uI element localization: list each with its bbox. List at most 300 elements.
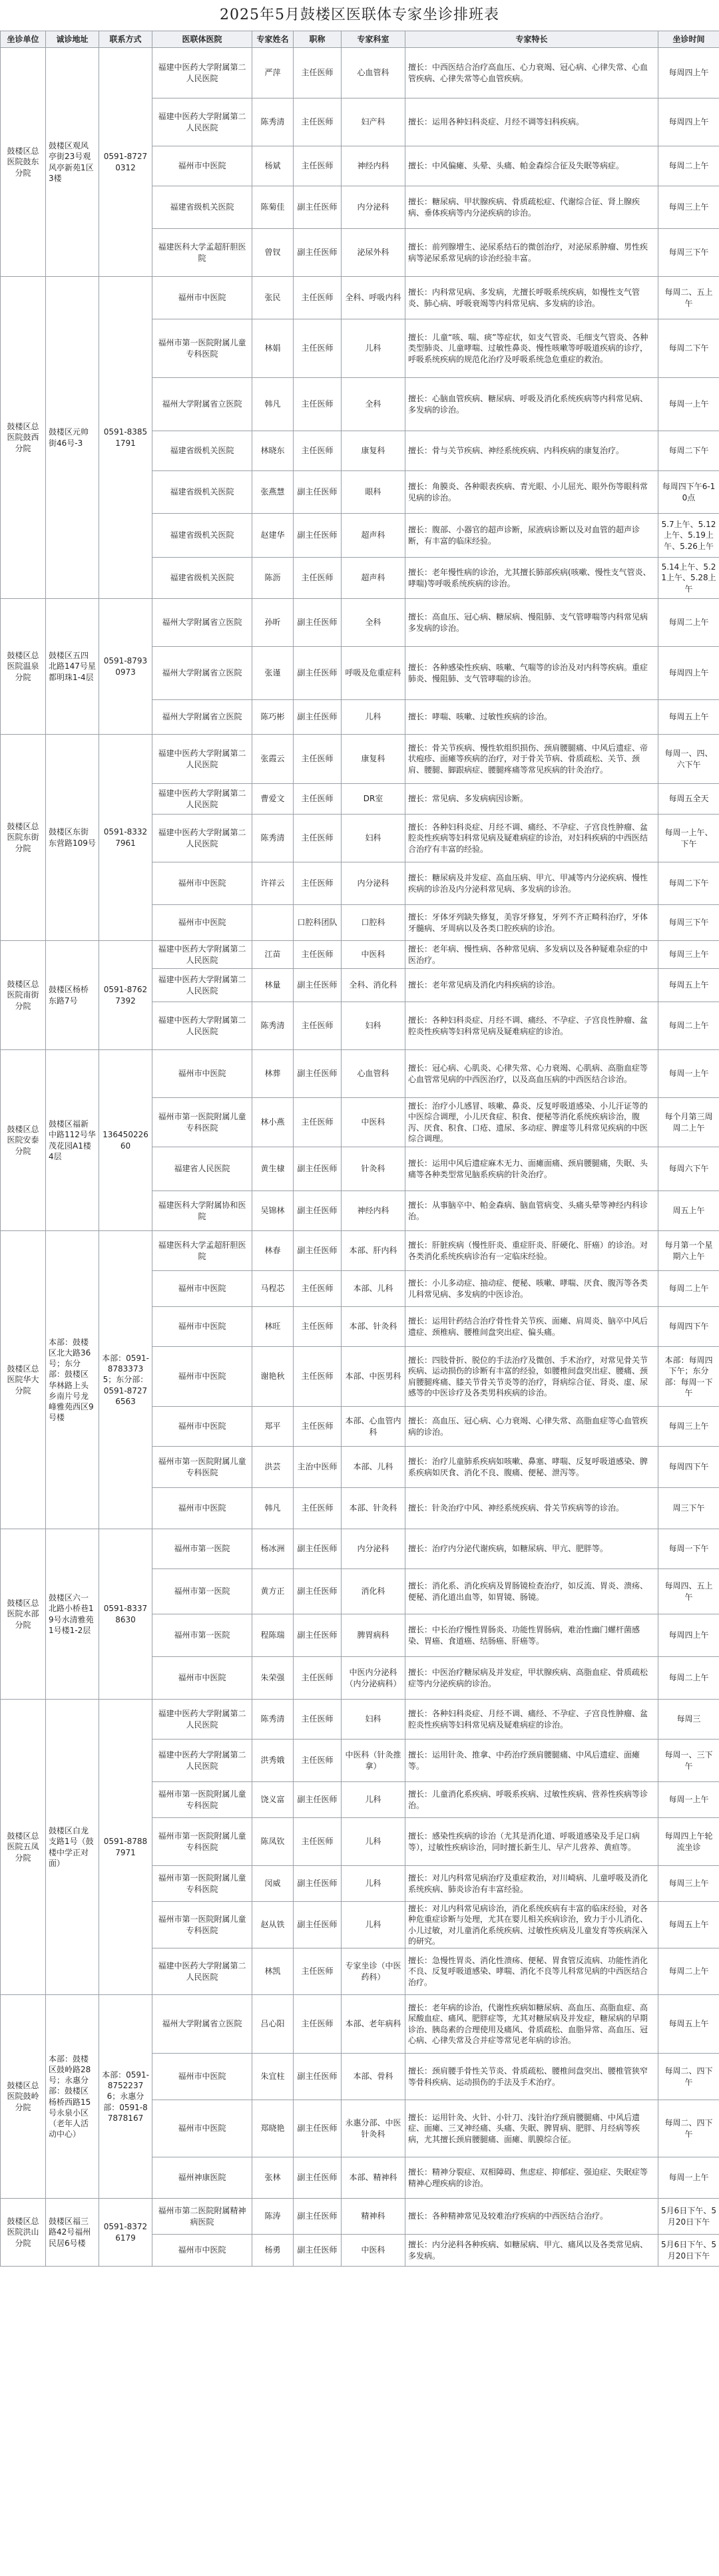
header-row bbox=[1, 31, 719, 48]
time-cell: 5.7上午、5.12上午、5.19上午、5.26上午 bbox=[658, 514, 719, 558]
table-row bbox=[1, 277, 719, 319]
specialty-cell: 擅长：老年常见病及消化内科疾病的诊治。 bbox=[405, 969, 658, 1002]
header-address: 诚诊地址 bbox=[46, 31, 99, 48]
title-cell: 主任医师 bbox=[294, 1818, 342, 1866]
expert-cell: 陈秀清 bbox=[252, 1700, 294, 1740]
phone-cell: 13645022660 bbox=[99, 1050, 152, 1231]
unit-name-cell: 鼓楼区总医院水部分院 bbox=[1, 1529, 46, 1700]
header-unit: 坐诊单位 bbox=[1, 31, 46, 48]
time-cell: 每周二上午 bbox=[658, 146, 719, 186]
title-cell: 主任医师 bbox=[294, 735, 342, 784]
specialty-cell: 擅长：精神分裂症、双相障碍、焦虑症、抑郁症、强迫症、失眠症等精神心理疾病的诊治。 bbox=[405, 2157, 658, 2199]
header-hospital: 医联体医院 bbox=[152, 31, 252, 48]
hospital-cell: 福州市第二医院附属精神病医院 bbox=[152, 2199, 252, 2235]
address-cell: 鼓楼区元帅街46号-3 bbox=[46, 277, 99, 599]
time-cell: 每周二下午 bbox=[658, 431, 719, 471]
page-title: 2025年5月鼓楼区医联体专家坐诊排班表 bbox=[220, 7, 499, 23]
hospital-cell: 福州市中医院 bbox=[152, 1271, 252, 1307]
dept-cell: 超声科 bbox=[342, 514, 405, 558]
specialty-cell: 擅长：儿童消化系疾病、呼吸系疾病、过敏性疾病、营养性疾病等诊治。 bbox=[405, 1782, 658, 1818]
time-cell: 每周一上午 bbox=[658, 1782, 719, 1818]
phone-cell: 本部：0591-87522376；永惠分部：0591-87878167 bbox=[99, 1995, 152, 2199]
table-row bbox=[1, 48, 719, 98]
unit-name-cell: 鼓楼区总医院华大分院 bbox=[1, 1231, 46, 1529]
specialty-cell: 擅长：老年病、慢性病、各种常见病、多发病以及各种疑难杂症的中医治疗。 bbox=[405, 941, 658, 969]
title-cell: 主任医师 bbox=[294, 941, 342, 969]
time-cell: 每周一上午、下午 bbox=[658, 815, 719, 862]
specialty-cell: 擅长：中长治疗慢性胃肠炎、功能性胃肠病，难治性幽门螺杆菌感染、胃癌、食道癌、结肠癌、肝癌等。 bbox=[405, 1614, 658, 1657]
dept-cell: 中医科（针灸推拿） bbox=[342, 1740, 405, 1782]
dept-cell: 本部、心血管内科 bbox=[342, 1407, 405, 1447]
expert-cell: 朱宜柱 bbox=[252, 2054, 294, 2100]
address-cell: 本部：鼓楼区北大路36号；东分部：鼓楼区华林路上头乡南片号龙峰雅苑西区9号楼 bbox=[46, 1231, 99, 1529]
dept-cell: 儿科 bbox=[342, 319, 405, 378]
expert-cell: 林葬 bbox=[252, 1050, 294, 1098]
specialty-cell: 擅长：治疗内分泌代谢疾病，如糖尿病、甲亢、肥胖等。 bbox=[405, 1529, 658, 1569]
title-cell: 副主任医师 bbox=[294, 1050, 342, 1098]
title-cell: 主任医师 bbox=[294, 1488, 342, 1529]
expert-cell: 程陈瑞 bbox=[252, 1614, 294, 1657]
table-row bbox=[1, 735, 719, 784]
header-time: 坐诊时间 bbox=[658, 31, 719, 48]
specialty-cell: 擅长：中风偏瘫、头晕、头痛、帕金森综合征及失眠等病症。 bbox=[405, 146, 658, 186]
title-cell: 副主任医师 bbox=[294, 1191, 342, 1231]
dept-cell: 心血管科 bbox=[342, 1050, 405, 1098]
specialty-cell: 擅长：针灸治疗中风、神经系统疾病、骨关节疾病等的诊治。 bbox=[405, 1488, 658, 1529]
time-cell: 每周四下午6-10点 bbox=[658, 471, 719, 514]
dept-cell: 内分泌科 bbox=[342, 862, 405, 905]
address-cell: 鼓楼区六一北路小桥巷19号水清雅苑1号楼1-2层 bbox=[46, 1529, 99, 1700]
title-cell: 主任医师 bbox=[294, 862, 342, 905]
unit-name-cell: 鼓楼区总医院鼓东分院 bbox=[1, 48, 46, 277]
specialty-cell: 擅长：高血压、冠心病、糖尿病、慢阻肺、支气管哮喘等内科常见病多发病的诊治。 bbox=[405, 599, 658, 647]
hospital-cell: 福建省级机关医院 bbox=[152, 471, 252, 514]
dept-cell: 超声科 bbox=[342, 558, 405, 599]
dept-cell: 本部、肝内科 bbox=[342, 1231, 405, 1271]
title-cell: 副主任医师 bbox=[294, 969, 342, 1002]
dept-cell: 中医科 bbox=[342, 1098, 405, 1147]
time-cell: 每周三 bbox=[658, 1700, 719, 1740]
time-cell: 5月6日下午、5月20日下午 bbox=[658, 2199, 719, 2235]
title-cell: 主任医师 bbox=[294, 815, 342, 862]
dept-cell: 眼科 bbox=[342, 471, 405, 514]
time-cell: 每周一上午 bbox=[658, 2157, 719, 2199]
title-cell: 副主任医师 bbox=[294, 2054, 342, 2100]
hospital-cell: 福州市第一医院附属儿童专科医院 bbox=[152, 1447, 252, 1488]
hospital-cell: 福州大学附属省立医院 bbox=[152, 599, 252, 647]
title-cell: 副主任医师 bbox=[294, 229, 342, 277]
dept-cell: 神经内科 bbox=[342, 1191, 405, 1231]
expert-cell: 黄生棣 bbox=[252, 1147, 294, 1191]
specialty-cell: 擅长：冠心病、心肌炎、心律失常、心力衰竭、心肌病、高脂血症等心血管常见病的中西医治疗，以及高血压病的中西医结合诊治。 bbox=[405, 1050, 658, 1098]
hospital-cell: 福建中医药大学附属第二人民医院 bbox=[152, 969, 252, 1002]
specialty-cell: 擅长：治疗小儿感冒、咳嗽、鼻炎、反复呼吸道感染、小儿汗证等的中医综合调理，小儿厌食症、积食、便秘等消化系统疾病诊治，腹泻、厌食、积食、口疮、遗尿、多动症、脾虚等儿科常见疾病的中医综合调理。 bbox=[405, 1098, 658, 1147]
hospital-cell: 福建中医药大学附属第二人民医院 bbox=[152, 1002, 252, 1050]
time-cell: 每周二上午 bbox=[658, 1002, 719, 1050]
hospital-cell: 福建中医药大学附属第二人民医院 bbox=[152, 784, 252, 815]
phone-cell: 0591-87627392 bbox=[99, 941, 152, 1050]
specialty-cell: 擅长：运用针灸、火针、小针刀、浅针治疗颈肩腰腿痛、中风后遗症、面瘫、三叉神经痛、头痛、失眠、脾胃病、肥胖、月经病等疾病，尤其擅长颈肩腰腿痛、面瘫、肌膜综合征。 bbox=[405, 2100, 658, 2157]
specialty-cell: 擅长：四肢骨折、脱位的手法治疗及微创、手术治疗，对常见骨关节疾病、运动损伤的诊断有丰富的经验，如腰椎间盘突出症、腰痛、颈肩腰腿疼痛、膝关节骨关节炎等的治疗，肾病综合征、肾炎、虚、尿感等的中医诊疗及各类男科疾病的诊治。 bbox=[405, 1347, 658, 1407]
title-cell: 主任医师 bbox=[294, 1657, 342, 1700]
expert-cell: 林凯 bbox=[252, 1948, 294, 1995]
specialty-cell: 擅长：对儿内科常见病治疗及重症救治，对川崎病、儿童呼吸及消化系统疾病、肺炎诊治有丰富经验。 bbox=[405, 1866, 658, 1902]
dept-cell: 儿科 bbox=[342, 700, 405, 735]
hospital-cell: 福州市中医院 bbox=[152, 862, 252, 905]
time-cell: 每周三上午 bbox=[658, 1407, 719, 1447]
title-cell: 副主任医师 bbox=[294, 1782, 342, 1818]
specialty-cell: 擅长：各种感染性疾病、咳嗽、气喘等的诊治及对内科等疾病。重症肺炎、慢阻肺、支气管哮喘的诊治。 bbox=[405, 647, 658, 700]
hospital-cell: 福建省级机关医院 bbox=[152, 514, 252, 558]
specialty-cell: 擅长：各种妇科炎症、月经不调、痛经、不孕症、子宫良性肿瘤、盆腔炎性疾病等妇科常见病及疑难病症的诊治。 bbox=[405, 1002, 658, 1050]
time-cell: 每周一、三下午 bbox=[658, 1740, 719, 1782]
title-cell: 副主任医师 bbox=[294, 186, 342, 229]
expert-cell: 陈秀清 bbox=[252, 98, 294, 146]
time-cell: 每周四上午 bbox=[658, 48, 719, 98]
expert-cell: 谢艳秋 bbox=[252, 1347, 294, 1407]
expert-cell: 郑平 bbox=[252, 1407, 294, 1447]
table-row bbox=[1, 1529, 719, 1569]
time-cell: 周五上午 bbox=[658, 1191, 719, 1231]
title-cell: 副主任医师 bbox=[294, 599, 342, 647]
header-title: 职称 bbox=[294, 31, 342, 48]
time-cell: 每周四、五上午 bbox=[658, 1569, 719, 1614]
unit-name-cell: 鼓楼区总医院南街分院 bbox=[1, 941, 46, 1050]
schedule-body bbox=[1, 48, 719, 2267]
specialty-cell: 擅长：老年病的诊治，代谢性疾病如糖尿病、高血压、高脂血症、高尿酸血症、痛风、肥胖症等，尤其对糖尿病及并发症，糖尿病的早期诊治、胰岛素的合理使用及痛风、骨质疏松、血脂异常、高血压、冠心病、心律失常及合并症等常见老年病的诊治。 bbox=[405, 1995, 658, 2054]
time-cell: 每周二上午 bbox=[658, 599, 719, 647]
hospital-cell: 福州市中医院 bbox=[152, 905, 252, 941]
dept-cell: 本部、老年病科 bbox=[342, 1995, 405, 2054]
time-cell: 每周四上午 bbox=[658, 98, 719, 146]
hospital-cell: 福州大学附属省立医院 bbox=[152, 700, 252, 735]
dept-cell: 心血管科 bbox=[342, 48, 405, 98]
phone-cell: 本部：0591-87833735；东分部：0591-87276563 bbox=[99, 1231, 152, 1529]
dept-cell: DR室 bbox=[342, 784, 405, 815]
dept-cell: 全科、消化科 bbox=[342, 969, 405, 1002]
hospital-cell: 福州市第一医院附属儿童专科医院 bbox=[152, 1818, 252, 1866]
expert-cell: 陈巧彬 bbox=[252, 700, 294, 735]
title-cell: 主任医师 bbox=[294, 98, 342, 146]
specialty-cell: 擅长：运用针药结合治疗骨性骨关节疾、面瘫、肩周炎、脑卒中风后遗症、颈椎病、腰椎间盘突出症、偏头痛。 bbox=[405, 1307, 658, 1347]
dept-cell: 本部、针灸科 bbox=[342, 1488, 405, 1529]
schedule-table bbox=[0, 31, 719, 2267]
title-cell: 主任医师 bbox=[294, 431, 342, 471]
expert-cell: 杨斌 bbox=[252, 146, 294, 186]
hospital-cell: 福建中医药大学附属第二人民医院 bbox=[152, 1740, 252, 1782]
expert-cell bbox=[252, 905, 294, 941]
dept-cell: 呼吸及危重症科 bbox=[342, 647, 405, 700]
title-cell: 主任医师 bbox=[294, 1271, 342, 1307]
table-row bbox=[1, 1050, 719, 1098]
dept-cell: 消化科 bbox=[342, 1569, 405, 1614]
dept-cell: 本部、精神科 bbox=[342, 2157, 405, 2199]
time-cell: 每周五上午 bbox=[658, 700, 719, 735]
time-cell: 每周五上午 bbox=[658, 1902, 719, 1948]
hospital-cell: 福建省级机关医院 bbox=[152, 186, 252, 229]
title-cell: 副主任医师 bbox=[294, 1614, 342, 1657]
address-cell: 鼓楼区观风亭街23号观风亭新苑1区3楼 bbox=[46, 48, 99, 277]
expert-cell: 马程芯 bbox=[252, 1271, 294, 1307]
specialty-cell: 擅长：运用中风后遗症麻木无力、面瘫面痛、颈肩腰腿痛，失眠、头痛等各种类型常见脑系疾病的针灸治疗。 bbox=[405, 1147, 658, 1191]
time-cell: 5月6日下午、5月20日下午 bbox=[658, 2235, 719, 2267]
hospital-cell: 福建中医药大学附属第二人民医院 bbox=[152, 98, 252, 146]
hospital-cell: 福州市第一医院附属儿童专科医院 bbox=[152, 1902, 252, 1948]
table-row bbox=[1, 2199, 719, 2235]
expert-cell: 张谨 bbox=[252, 647, 294, 700]
specialty-cell: 擅长：内科常见病、多发病，尤擅长呼吸系统疾病，如慢性支气管炎、肺心病、呼吸衰竭等内科常见病、多发病的诊治。 bbox=[405, 277, 658, 319]
hospital-cell: 福州市中医院 bbox=[152, 2054, 252, 2100]
time-cell: 每周四上午轮流坐诊 bbox=[658, 1818, 719, 1866]
dept-cell: 泌尿外科 bbox=[342, 229, 405, 277]
header-expert: 专家姓名 bbox=[252, 31, 294, 48]
expert-cell: 郑晓艳 bbox=[252, 2100, 294, 2157]
dept-cell: 儿科 bbox=[342, 1782, 405, 1818]
time-cell: 每周六下午 bbox=[658, 1147, 719, 1191]
title-cell: 主任医师 bbox=[294, 1002, 342, 1050]
specialty-cell: 擅长：对儿内科常见病诊治，消化系统疾病有丰富的临床经验，对各种危重症诊断与处理，尤其在婴儿相关疾病诊治，致力于小儿消化、小儿过敏，对儿童消化系统疾病、过敏性疾病及儿童发育等疾病深入的研究。 bbox=[405, 1902, 658, 1948]
dept-cell: 脾胃病科 bbox=[342, 1614, 405, 1657]
hospital-cell: 福建省级机关医院 bbox=[152, 431, 252, 471]
hospital-cell: 福州市中医院 bbox=[152, 2100, 252, 2157]
expert-cell: 林小燕 bbox=[252, 1098, 294, 1147]
expert-cell: 陈菊佳 bbox=[252, 186, 294, 229]
specialty-cell: 擅长：腹部、小器官的超声诊断，尿液病诊断以及对血管的超声诊断，有丰富的临床经验。 bbox=[405, 514, 658, 558]
time-cell: 每周三上午 bbox=[658, 1866, 719, 1902]
time-cell: 每周二、四下午 bbox=[658, 2100, 719, 2157]
hospital-cell: 福州市中医院 bbox=[152, 1407, 252, 1447]
dept-cell: 内分泌科 bbox=[342, 1529, 405, 1569]
specialty-cell: 擅长：颈肩腰手骨性关节炎、骨质疏松、腰椎间盘突出、腰椎管狭窄等骨科疾病、运动损伤的手法及手术治疗。 bbox=[405, 2054, 658, 2100]
title-cell: 主治中医师 bbox=[294, 1447, 342, 1488]
specialty-cell: 擅长：常见病、多发病病因诊断。 bbox=[405, 784, 658, 815]
expert-cell: 洪芸 bbox=[252, 1447, 294, 1488]
expert-cell: 许祥云 bbox=[252, 862, 294, 905]
title-cell: 副主任医师 bbox=[294, 1147, 342, 1191]
title-cell: 副主任医师 bbox=[294, 1902, 342, 1948]
dept-cell: 本部、儿科 bbox=[342, 1271, 405, 1307]
expert-cell: 闵威 bbox=[252, 1866, 294, 1902]
hospital-cell: 福州市中医院 bbox=[152, 1657, 252, 1700]
specialty-cell: 擅长：中医治疗糖尿病及并发症，甲状腺疾病、高脂血症、骨质疏松症等内分泌疾病的诊治。 bbox=[405, 1657, 658, 1700]
expert-cell: 曹爱文 bbox=[252, 784, 294, 815]
dept-cell: 儿科 bbox=[342, 1902, 405, 1948]
dept-cell: 精神科 bbox=[342, 2199, 405, 2235]
address-cell: 本部：鼓楼区鼓岭路28号；永惠分部：鼓楼区杨桥西路15号永泉小区（老年人活动中心） bbox=[46, 1995, 99, 2199]
table-row bbox=[1, 1995, 719, 2054]
expert-cell: 林晓东 bbox=[252, 431, 294, 471]
title-cell: 副主任医师 bbox=[294, 1569, 342, 1614]
title-cell: 副主任医师 bbox=[294, 1231, 342, 1271]
hospital-cell: 福州神康医院 bbox=[152, 2157, 252, 2199]
expert-cell: 韩凡 bbox=[252, 1488, 294, 1529]
phone-cell: 0591-83851791 bbox=[99, 277, 152, 599]
hospital-cell: 福建省级机关医院 bbox=[152, 558, 252, 599]
expert-cell: 张民 bbox=[252, 277, 294, 319]
dept-cell: 本部、骨科 bbox=[342, 2054, 405, 2100]
expert-cell: 杨冰洲 bbox=[252, 1529, 294, 1569]
time-cell: 每周四下午 bbox=[658, 1307, 719, 1347]
title-cell: 主任医师 bbox=[294, 558, 342, 599]
specialty-cell: 擅长：前列腺增生、泌尿系结石的微创治疗，对泌尿系肿瘤、男性疾病等泌尿系常见病的诊治经验丰富。 bbox=[405, 229, 658, 277]
specialty-cell: 擅长：糖尿病、甲状腺疾病、骨质疏松症、代谢综合征、肾上腺疾病、垂体疾病等内分泌疾病的诊治。 bbox=[405, 186, 658, 229]
title-cell: 主任医师 bbox=[294, 1948, 342, 1995]
hospital-cell: 福建省人民医院 bbox=[152, 1147, 252, 1191]
specialty-cell: 擅长：糖尿病及并发症、高血压病、甲亢、甲减等内分泌疾病、慢性疾病的诊治及内分泌科常见病、多发病的诊治。 bbox=[405, 862, 658, 905]
dept-cell: 本部、儿科 bbox=[342, 1447, 405, 1488]
time-cell: 本部：每周四下午；东分部：每周一下午 bbox=[658, 1347, 719, 1407]
specialty-cell: 擅长：各种妇科炎症、月经不调、痛经、不孕症、子宫良性肿瘤、盆腔炎性疾病等妇科常见病及疑难病症的诊治。 bbox=[405, 1700, 658, 1740]
unit-name-cell: 鼓楼区总医院温泉分院 bbox=[1, 599, 46, 735]
dept-cell: 内分泌科 bbox=[342, 186, 405, 229]
time-cell: 每周二、五上午 bbox=[658, 277, 719, 319]
specialty-cell: 擅长：从事脑卒中、帕金森病、脑血管病变、头痛头晕等神经内科诊治。 bbox=[405, 1191, 658, 1231]
title-cell: 副主任医师 bbox=[294, 647, 342, 700]
unit-name-cell: 鼓楼区总医院东街分院 bbox=[1, 735, 46, 941]
title-cell: 主任医师 bbox=[294, 1098, 342, 1147]
specialty-cell: 擅长：中西医结合治疗高血压、心力衰竭、冠心病、心律失常、心血管疾病、心律失常等心血管疾病。 bbox=[405, 48, 658, 98]
title-cell: 口腔科团队 bbox=[294, 905, 342, 941]
time-cell: 每周五上午 bbox=[658, 1995, 719, 2054]
hospital-cell: 福建医科大学孟超肝胆医院 bbox=[152, 229, 252, 277]
hospital-cell: 福建医科大学附属协和医院 bbox=[152, 1191, 252, 1231]
title-cell: 主任医师 bbox=[294, 146, 342, 186]
dept-cell: 康复科 bbox=[342, 735, 405, 784]
time-cell: 每周一下午 bbox=[658, 1529, 719, 1569]
specialty-cell: 擅长：哮喘、咳嗽、过敏性疾病的诊治。 bbox=[405, 700, 658, 735]
dept-cell: 妇科 bbox=[342, 1002, 405, 1050]
specialty-cell: 擅长：内分泌科各种疾病、如糖尿病、甲亢、痛风以及各类常见病、多发病。 bbox=[405, 2235, 658, 2267]
unit-name-cell: 鼓楼区总医院洪山分院 bbox=[1, 2199, 46, 2267]
specialty-cell: 擅长：骨与关节疾病、神经系统疾病、内科疾病的康复治疗。 bbox=[405, 431, 658, 471]
title-cell: 主任医师 bbox=[294, 1307, 342, 1347]
title-cell: 副主任医师 bbox=[294, 2235, 342, 2267]
hospital-cell: 福州市第一医院附属儿童专科医院 bbox=[152, 319, 252, 378]
hospital-cell: 福建中医药大学附属第二人民医院 bbox=[152, 941, 252, 969]
time-cell: 每周二上午 bbox=[658, 1657, 719, 1700]
expert-cell: 吕心阳 bbox=[252, 1995, 294, 2054]
time-cell: 每周三上午 bbox=[658, 941, 719, 969]
table-row bbox=[1, 941, 719, 969]
title-cell: 主任医师 bbox=[294, 1995, 342, 2054]
time-cell: 每周一、四、六下午 bbox=[658, 735, 719, 784]
dept-cell: 永惠分部、中医针灸科 bbox=[342, 2100, 405, 2157]
address-cell: 鼓楼区白龙支路1号（鼓楼中学正对面） bbox=[46, 1700, 99, 1995]
hospital-cell: 福州市第一医院 bbox=[152, 1614, 252, 1657]
hospital-cell: 福州市中医院 bbox=[152, 2235, 252, 2267]
title-cell: 主任医师 bbox=[294, 1700, 342, 1740]
dept-cell: 神经内科 bbox=[342, 146, 405, 186]
title-cell: 副主任医师 bbox=[294, 2100, 342, 2157]
expert-cell: 吴锦林 bbox=[252, 1191, 294, 1231]
phone-cell: 0591-83378630 bbox=[99, 1529, 152, 1700]
dept-cell: 中医内分泌科（内分泌病科） bbox=[342, 1657, 405, 1700]
hospital-cell: 福州市中医院 bbox=[152, 1347, 252, 1407]
expert-cell: 陈涛 bbox=[252, 2199, 294, 2235]
expert-cell: 洪秀娥 bbox=[252, 1740, 294, 1782]
dept-cell: 本部、中医男科 bbox=[342, 1347, 405, 1407]
expert-cell: 严萍 bbox=[252, 48, 294, 98]
expert-cell: 林量 bbox=[252, 969, 294, 1002]
dept-cell: 全科 bbox=[342, 378, 405, 431]
address-cell: 鼓楼区东街东营路109号 bbox=[46, 735, 99, 941]
expert-cell: 韩凡 bbox=[252, 378, 294, 431]
expert-cell: 朱荣强 bbox=[252, 1657, 294, 1700]
specialty-cell: 擅长：急慢性胃炎、消化性溃疡、便秘、胃食管反流病、功能性消化不良、反复呼吸道感染、哮喘、消化不良等儿科常见病的中西医结合治疗。 bbox=[405, 1948, 658, 1995]
expert-cell: 杨勇 bbox=[252, 2235, 294, 2267]
expert-cell: 曾钗 bbox=[252, 229, 294, 277]
table-row bbox=[1, 599, 719, 647]
time-cell: 每周三下午 bbox=[658, 229, 719, 277]
expert-cell: 陈凤钦 bbox=[252, 1818, 294, 1866]
hospital-cell: 福州市第一医院附属儿童专科医院 bbox=[152, 1098, 252, 1147]
title-cell: 主任医师 bbox=[294, 784, 342, 815]
title-cell: 副主任医师 bbox=[294, 514, 342, 558]
specialty-cell: 擅长：肝脏疾病（慢性肝炎、重症肝炎、肝硬化、肝癌）的诊治。对各类消化系统疾病诊治有一定临床经验。 bbox=[405, 1231, 658, 1271]
header-specialty: 专家特长 bbox=[405, 31, 658, 48]
time-cell: 每周五上午 bbox=[658, 969, 719, 1002]
expert-cell: 黄方正 bbox=[252, 1569, 294, 1614]
hospital-cell: 福州市中医院 bbox=[152, 1307, 252, 1347]
dept-cell: 口腔科 bbox=[342, 905, 405, 941]
unit-name-cell: 鼓楼区总医院鼓岭分院 bbox=[1, 1995, 46, 2199]
dept-cell: 妇科 bbox=[342, 815, 405, 862]
dept-cell: 全科 bbox=[342, 599, 405, 647]
specialty-cell: 擅长：儿童“咳、喘、痰”等症状，如支气管炎、毛细支气管炎、各种类型肺炎、儿童哮喘、过敏性鼻炎、慢性咳嗽等呼吸道疾病的诊疗，呼吸系统疾病的规范化治疗及呼吸系统急危重症的救治。 bbox=[405, 319, 658, 378]
time-cell: 每周五全天 bbox=[658, 784, 719, 815]
dept-cell: 妇科 bbox=[342, 1700, 405, 1740]
title-cell: 副主任医师 bbox=[294, 2157, 342, 2199]
time-cell: 每周二下午 bbox=[658, 862, 719, 905]
expert-cell: 林娟 bbox=[252, 319, 294, 378]
title-cell: 主任医师 bbox=[294, 48, 342, 98]
expert-cell: 张燕慧 bbox=[252, 471, 294, 514]
title-cell: 副主任医师 bbox=[294, 2199, 342, 2235]
time-cell: 5.14上午、5.21上午、5.28上午 bbox=[658, 558, 719, 599]
time-cell: 每周二上午 bbox=[658, 1271, 719, 1307]
time-cell: 每周四下午 bbox=[658, 1447, 719, 1488]
dept-cell: 中医科 bbox=[342, 941, 405, 969]
hospital-cell: 福州市中医院 bbox=[152, 277, 252, 319]
hospital-cell: 福建中医药大学附属第二人民医院 bbox=[152, 1700, 252, 1740]
expert-cell: 陈秀清 bbox=[252, 815, 294, 862]
time-cell: 每周二、四下午 bbox=[658, 2054, 719, 2100]
phone-cell: 0591-87270312 bbox=[99, 48, 152, 277]
expert-cell: 张林 bbox=[252, 2157, 294, 2199]
title-cell: 主任医师 bbox=[294, 277, 342, 319]
hospital-cell: 福州市中医院 bbox=[152, 1050, 252, 1098]
unit-name-cell: 鼓楼区总医院五凤分院 bbox=[1, 1700, 46, 1995]
phone-cell: 0591-87930973 bbox=[99, 599, 152, 735]
time-cell: 每周四上午 bbox=[658, 1614, 719, 1657]
unit-name-cell: 鼓楼区总医院安泰分院 bbox=[1, 1050, 46, 1231]
title-cell: 副主任医师 bbox=[294, 471, 342, 514]
table-row bbox=[1, 1700, 719, 1740]
specialty-cell: 擅长：消化系、消化疾病及胃肠镜检查治疗，如反流、胃炎、溃疡、便秘、消化道出血等，如胃镜、肠镜。 bbox=[405, 1569, 658, 1614]
specialty-cell: 擅长：运用各种妇科炎症、月经不调等妇科疾病。 bbox=[405, 98, 658, 146]
title-cell: 主任医师 bbox=[294, 1740, 342, 1782]
specialty-cell: 擅长：高血压、冠心病、心力衰竭、心律失常、高脂血症等心血管疾病的诊治。 bbox=[405, 1407, 658, 1447]
dept-cell: 全科、呼吸内科 bbox=[342, 277, 405, 319]
expert-cell: 江苗 bbox=[252, 941, 294, 969]
address-cell: 鼓楼区五四北路147号星都明珠1-4层 bbox=[46, 599, 99, 735]
time-cell: 每周一上午 bbox=[658, 1050, 719, 1098]
specialty-cell: 擅长：治疗儿童肺系疾病如咳嗽、鼻塞、哮喘、反复呼吸道感染、脾系疾病如厌食、消化不良、腹痛、便秘、泄泻等。 bbox=[405, 1447, 658, 1488]
hospital-cell: 福州市第一医院 bbox=[152, 1569, 252, 1614]
hospital-cell: 福建中医药大学附属第二人民医院 bbox=[152, 1948, 252, 1995]
dept-cell: 康复科 bbox=[342, 431, 405, 471]
expert-cell: 张霞云 bbox=[252, 735, 294, 784]
